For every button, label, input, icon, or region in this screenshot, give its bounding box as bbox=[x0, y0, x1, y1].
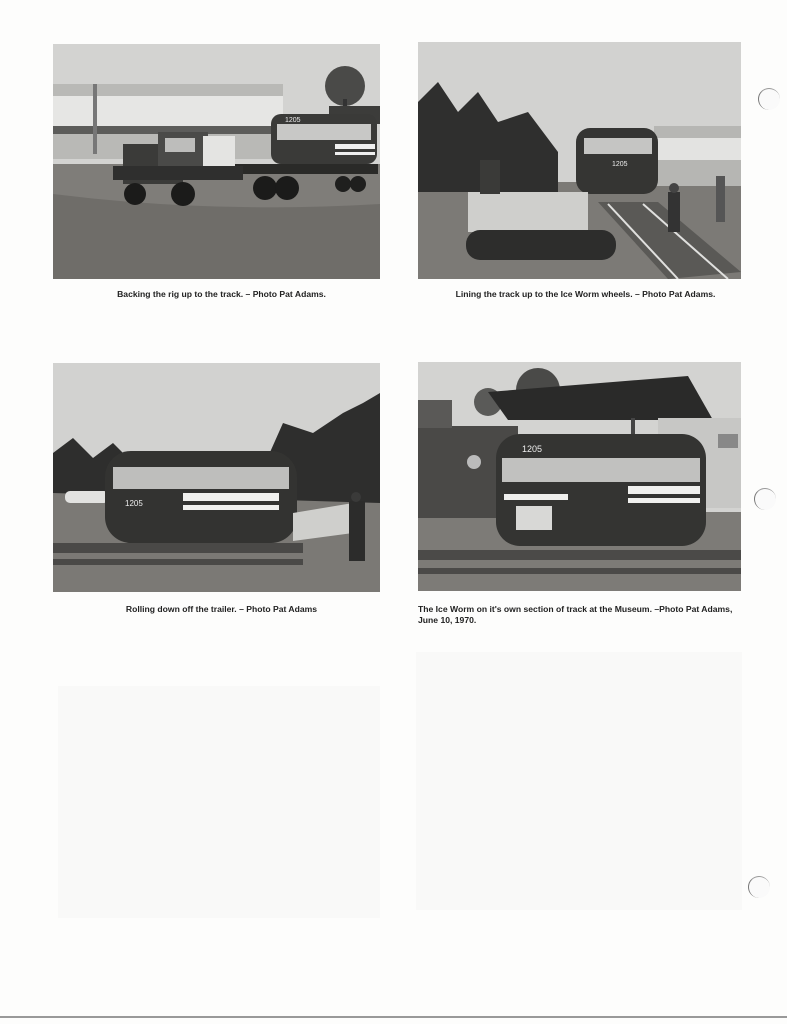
photo-rolling-off-trailer bbox=[53, 363, 380, 592]
punch-hole-bottom bbox=[748, 876, 770, 898]
punch-hole-middle bbox=[754, 488, 776, 510]
bleed-through-right bbox=[416, 652, 742, 910]
photo-truck-backing bbox=[53, 44, 380, 279]
punch-hole-top bbox=[758, 88, 780, 110]
caption-photo-3: Rolling down off the trailer. – Photo Pat Adams bbox=[125, 604, 318, 614]
photo-3-number: 1205 bbox=[125, 499, 143, 508]
photo-track-lining bbox=[418, 42, 741, 279]
photo-ice-worm-museum bbox=[418, 362, 741, 591]
caption-photo-4: The Ice Worm on it's own section of track at the Museum. –Photo Pat Adams, June 10, 1970. bbox=[418, 604, 733, 625]
photo-2-number: 1205 bbox=[612, 161, 628, 168]
bleed-through-left bbox=[58, 686, 380, 918]
photo-4-number: 1205 bbox=[522, 444, 543, 454]
photo-1-number: 1205 bbox=[285, 117, 301, 124]
page-bottom-edge bbox=[0, 1016, 787, 1018]
caption-photo-2: Lining the track up to the Ice Worm wheels. – Photo Pat Adams. bbox=[455, 289, 716, 299]
caption-photo-1: Backing the rig up to the track. – Photo Pat Adams. bbox=[117, 289, 326, 299]
